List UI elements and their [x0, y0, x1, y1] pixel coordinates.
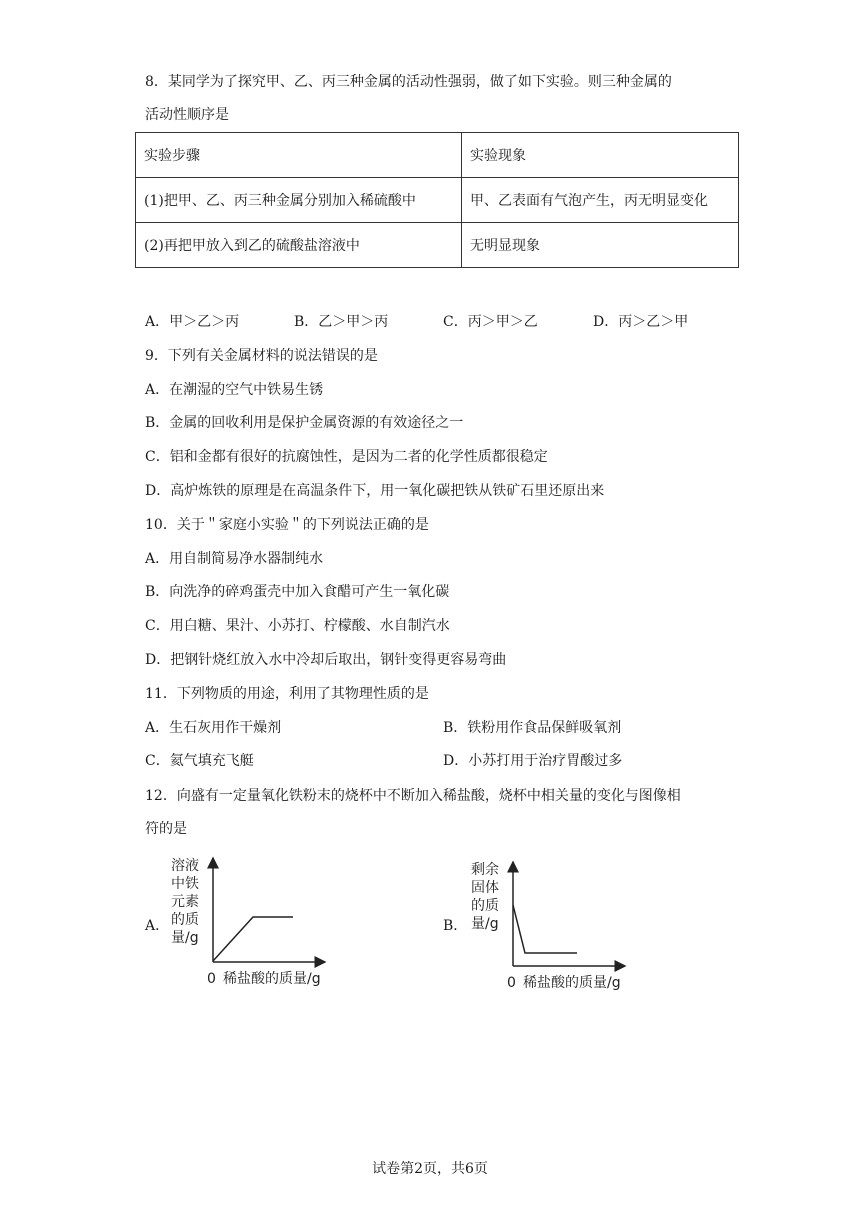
table-header-cell: 实验现象	[462, 133, 739, 178]
graph-b-svg	[465, 858, 640, 1003]
graph-a-ylabel-line: 量/g	[171, 930, 199, 946]
q11-stem: 11．下列物质的用途，利用了其物理性质的是	[145, 686, 429, 702]
table-row	[136, 223, 739, 268]
q12-option-b-label: B．	[443, 918, 468, 934]
q8-option-d: D．丙＞乙＞甲	[593, 314, 689, 330]
q9-option-c: C．铝和金都有很好的抗腐蚀性，是因为二者的化学性质都很稳定	[145, 449, 548, 465]
q9-stem: 9．下列有关金属材料的说法错误的是	[145, 348, 378, 364]
table-header-row	[136, 133, 739, 178]
table-cell: (1)把甲、乙、丙三种金属分别加入稀硫酸中	[136, 178, 462, 223]
graph-b-origin-label: 0	[507, 975, 516, 991]
q8-stem-line2: 活动性顺序是	[145, 107, 229, 123]
table-cell: (2)再把甲放入到乙的硫酸盐溶液中	[136, 223, 462, 268]
graph-b	[465, 858, 640, 1003]
page-footer: 试卷第2页，共6页	[372, 1161, 488, 1177]
graph-a-ylabel-line: 中铁	[171, 876, 199, 892]
q9-option-a: A．在潮湿的空气中铁易生锈	[145, 382, 324, 398]
q11-option-d: D．小苏打用于治疗胃酸过多	[443, 753, 623, 769]
q9-option-b: B．金属的回收利用是保护金属资源的有效途径之一	[145, 415, 464, 431]
q12-stem-line2: 符的是	[145, 821, 187, 837]
q10-option-a: A．用自制简易净水器制纯水	[145, 551, 324, 567]
q11-option-c: C．氦气填充飞艇	[145, 753, 254, 769]
graph-a-ylabel-line: 溶液	[171, 858, 199, 874]
graph-b-ylabel-line: 剩余	[471, 862, 499, 878]
graph-a-svg	[165, 850, 340, 995]
q12-option-a-label: A．	[145, 918, 170, 934]
q11-option-a: A．生石灰用作干燥剂	[145, 720, 282, 736]
table-cell: 甲、乙表面有气泡产生，丙无明显变化	[462, 178, 739, 223]
experiment-table	[135, 132, 739, 268]
q8-option-a: A．甲＞乙＞丙	[145, 314, 240, 330]
q10-option-d: D．把钢针烧红放入水中冷却后取出，钢针变得更容易弯曲	[145, 652, 507, 668]
graph-b-ylabel-line: 量/g	[471, 916, 499, 932]
table-header-cell: 实验步骤	[136, 133, 462, 178]
table-cell: 无明显现象	[462, 223, 739, 268]
graph-a-line	[213, 917, 293, 961]
q8-stem-line1: 8．某同学为了探究甲、乙、丙三种金属的活动性强弱，做了如下实验。则三种金属的	[145, 74, 672, 90]
graph-a-origin-label: 0	[207, 971, 216, 987]
q11-option-b: B．铁粉用作食品保鲜吸氧剂	[443, 720, 622, 736]
graph-b-xlabel: 稀盐酸的质量/g	[523, 975, 621, 991]
table-row	[136, 178, 739, 223]
q10-option-c: C．用白糖、果汁、小苏打、柠檬酸、水自制汽水	[145, 618, 450, 634]
q12-stem-line1: 12．向盛有一定量氧化铁粉末的烧杯中不断加入稀盐酸，烧杯中相关量的变化与图像相	[145, 788, 681, 804]
graph-a	[165, 850, 340, 995]
q10-stem: 10．关于＂家庭小实验＂的下列说法正确的是	[145, 517, 429, 533]
q9-option-d: D．高炉炼铁的原理是在高温条件下，用一氧化碳把铁从铁矿石里还原出来	[145, 483, 605, 499]
q10-option-b: B．向洗净的碎鸡蛋壳中加入食醋可产生一氧化碳	[145, 584, 450, 600]
graph-b-ylabel-line: 的质	[471, 898, 499, 914]
graph-a-ylabel-line: 的质	[171, 912, 199, 928]
graph-a-ylabel-line: 元素	[171, 894, 199, 910]
graph-b-ylabel-line: 固体	[471, 880, 499, 896]
q8-option-b: B．乙＞甲＞丙	[294, 314, 389, 330]
graph-b-line	[513, 905, 577, 953]
q8-option-c: C．丙＞甲＞乙	[443, 314, 538, 330]
graph-a-xlabel: 稀盐酸的质量/g	[223, 971, 321, 987]
